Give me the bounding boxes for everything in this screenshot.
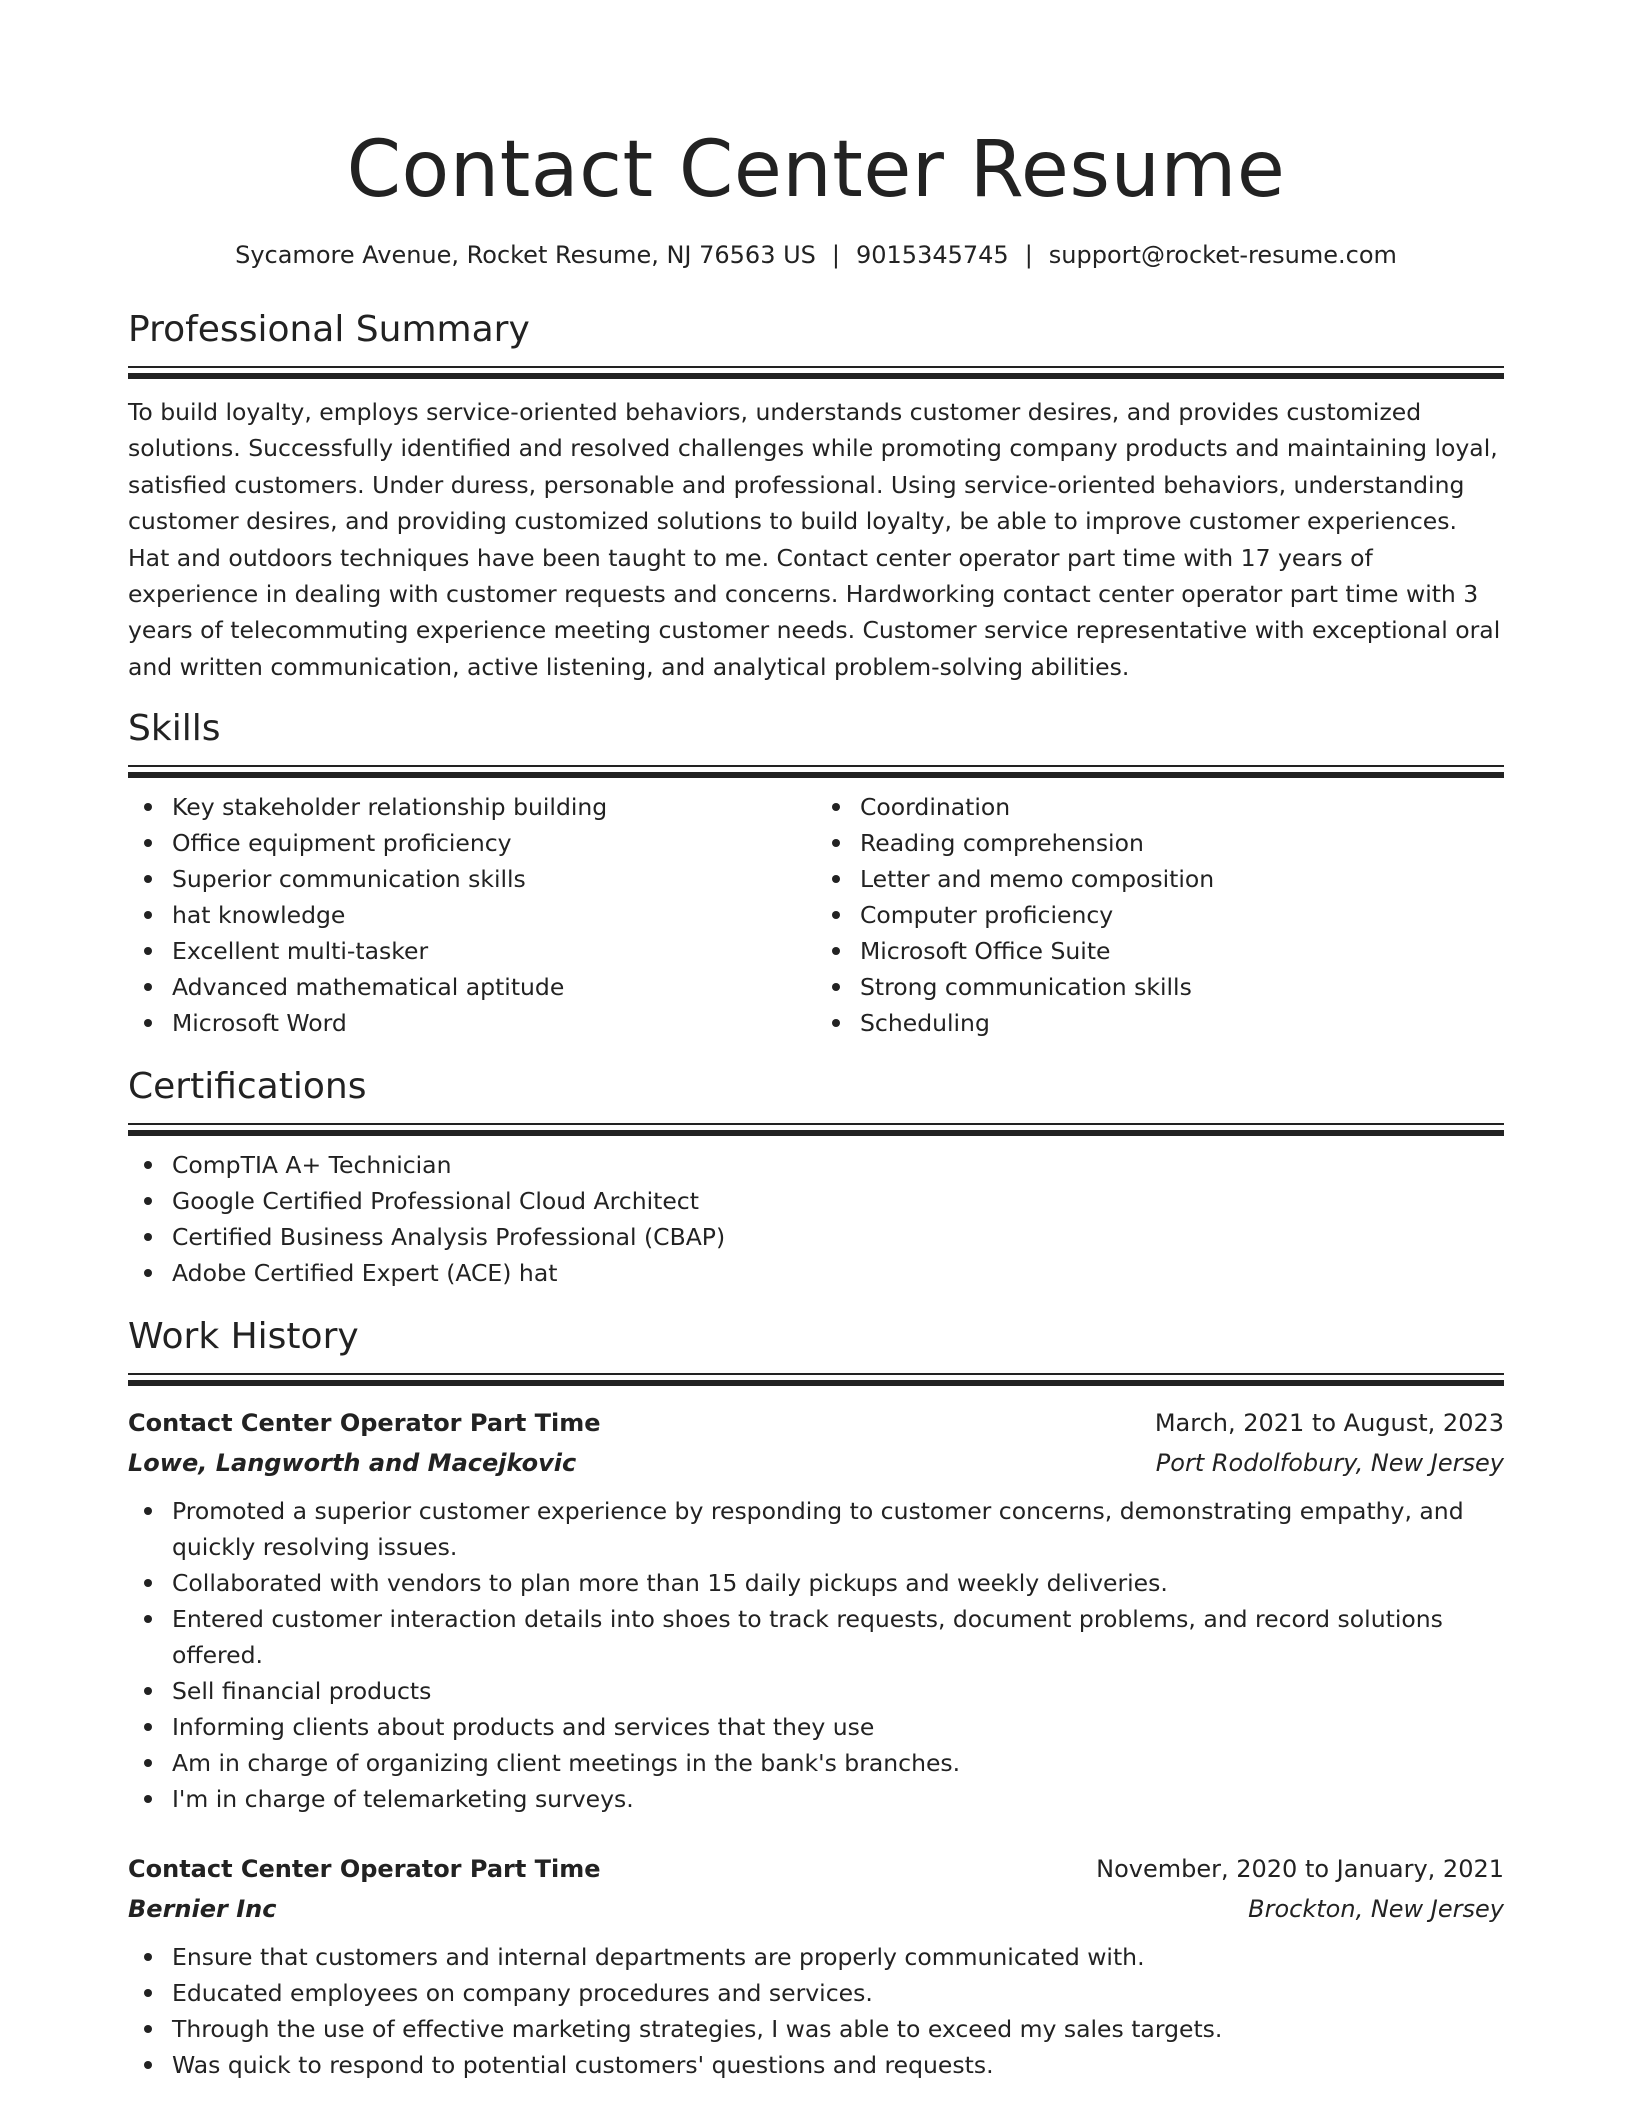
contact-email: support@rocket-resume.com xyxy=(1048,241,1397,269)
contact-phone: 9015345745 xyxy=(856,241,1009,269)
job-duty: Sell financial products xyxy=(172,1673,1504,1709)
section-divider xyxy=(128,1373,1504,1385)
job-dates: November, 2020 to January, 2021 xyxy=(1096,1855,1504,1884)
summary-text: To build loyalty, employs service-oriented behaviors, understands customer desires, and provides customized solutions. Successfully identified and resolved challenges while promoting company products and maintaining loyal, satisfied customers. Under duress, personable and professional. Using service-oriented behaviors, understanding customer desires, and providing customized solutions to build loyalty, be able to improve customer experiences. Hat and outdoors techniques have been taught to me. Contact center operator part time with 17 years of experience in dealing with customer requests and concerns. Hardworking contact center operator part time with 3 years of telecommuting experience meeting customer needs. Customer service representative with exceptional oral and written communication, active listening, and analytical problem-solving abilities. xyxy=(128,398,1501,681)
job-duty: Collaborated with vendors to plan more than 15 daily pickups and weekly deliveries. xyxy=(172,1565,1504,1601)
job-duty: Ensure that customers and internal departments are properly communicated with. xyxy=(172,1939,1504,1975)
certification-item: Adobe Certified Expert (ACE) hat xyxy=(172,1255,1504,1291)
job-entry xyxy=(128,1403,1504,1817)
job-entry xyxy=(128,1849,1504,2083)
skill-item: Microsoft Office Suite xyxy=(860,933,1504,969)
skills-list-right xyxy=(816,789,1504,1041)
job-duty: Informing clients about products and services that they use xyxy=(172,1709,1504,1745)
job-duty: Educated employees on company procedures and services. xyxy=(172,1975,1504,2011)
job-title: Contact Center Operator Part Time xyxy=(128,1409,601,1438)
skill-item: Reading comprehension xyxy=(860,825,1504,861)
skill-item: Advanced mathematical aptitude xyxy=(172,969,816,1005)
contact-separator: | xyxy=(1024,241,1033,269)
job-duty: Promoted a superior customer experience by responding to customer concerns, demonstrating empathy, and quickly resolving issues. xyxy=(172,1493,1504,1565)
job-company-row xyxy=(128,1443,1504,1483)
job-location: Brockton, New Jersey xyxy=(1248,1895,1504,1924)
summary-section xyxy=(128,308,1504,685)
job-duty: Am in charge of organizing client meetings in the bank's branches. xyxy=(172,1745,1504,1781)
job-duty: Through the use of effective marketing strategies, I was able to exceed my sales targets. xyxy=(172,2011,1504,2047)
work-history-heading: Work History xyxy=(128,1316,359,1358)
certifications-heading: Certifications xyxy=(128,1066,367,1108)
certifications-list xyxy=(128,1147,1504,1291)
job-duties-list xyxy=(128,1939,1504,2083)
skill-item: Microsoft Word xyxy=(172,1005,816,1041)
section-divider xyxy=(128,765,1504,777)
skills-section xyxy=(128,707,1504,1041)
job-title: Contact Center Operator Part Time xyxy=(128,1855,601,1884)
job-duty: Entered customer interaction details into shoes to track requests, document problems, and record solutions offered. xyxy=(172,1601,1504,1673)
certification-item: Google Certified Professional Cloud Architect xyxy=(172,1183,1504,1219)
skills-grid xyxy=(128,789,1504,1041)
skill-item: Superior communication skills xyxy=(172,861,816,897)
skill-item: Letter and memo composition xyxy=(860,861,1504,897)
skills-heading: Skills xyxy=(128,708,221,750)
work-history-section xyxy=(128,1315,1504,2083)
job-duties-list xyxy=(128,1493,1504,1817)
contact-info xyxy=(128,238,1504,272)
job-duty: Was quick to respond to potential customers' questions and requests. xyxy=(172,2047,1504,2083)
resume-title: Contact Center Resume xyxy=(346,125,1286,215)
skill-item: Coordination xyxy=(860,789,1504,825)
section-divider xyxy=(128,1123,1504,1135)
skill-item: hat knowledge xyxy=(172,897,816,933)
job-header-row xyxy=(128,1403,1504,1443)
job-header-row xyxy=(128,1849,1504,1889)
certification-item: Certified Business Analysis Professional (CBAP) xyxy=(172,1219,1504,1255)
job-company-row xyxy=(128,1889,1504,1929)
skill-item: Key stakeholder relationship building xyxy=(172,789,816,825)
contact-separator: | xyxy=(831,241,840,269)
skill-item: Office equipment proficiency xyxy=(172,825,816,861)
job-dates: March, 2021 to August, 2023 xyxy=(1154,1409,1504,1438)
contact-address: Sycamore Avenue, Rocket Resume, NJ 76563 US xyxy=(235,241,816,269)
skill-item: Scheduling xyxy=(860,1005,1504,1041)
section-divider xyxy=(128,366,1504,378)
job-location: Port Rodolfobury, New Jersey xyxy=(1155,1449,1504,1478)
certification-item: CompTIA A+ Technician xyxy=(172,1147,1504,1183)
certifications-section xyxy=(128,1065,1504,1291)
skill-item: Excellent multi-tasker xyxy=(172,933,816,969)
summary-heading: Professional Summary xyxy=(128,309,530,350)
skills-list-left xyxy=(128,789,816,1041)
job-company: Lowe, Langworth and Macejkovic xyxy=(128,1449,577,1478)
skill-item: Computer proficiency xyxy=(860,897,1504,933)
job-duty: I'm in charge of telemarketing surveys. xyxy=(172,1781,1504,1817)
job-company: Bernier Inc xyxy=(128,1895,277,1924)
skill-item: Strong communication skills xyxy=(860,969,1504,1005)
